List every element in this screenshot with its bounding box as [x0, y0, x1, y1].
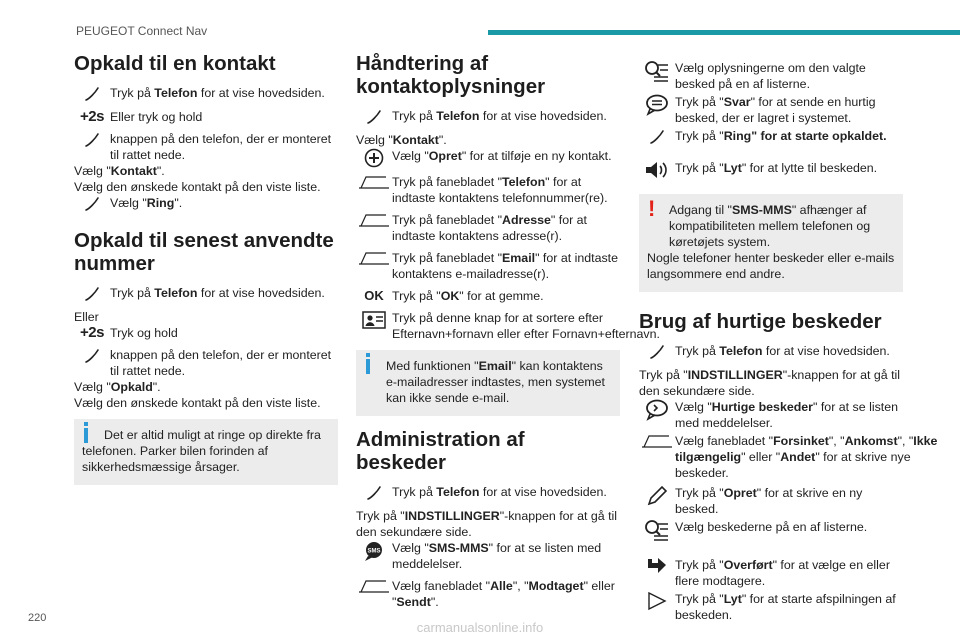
phone-handset-icon	[74, 195, 110, 213]
tab-icon	[356, 174, 392, 190]
tab-icon	[356, 578, 392, 594]
tab-icon	[356, 250, 392, 266]
info-box: Det er altid muligt at ringe op direkte fra telefonen. Parker bilen forinden af sikkerhedsmæssige årsager.	[74, 419, 338, 485]
step: Tryk på "Opret" for at skrive en ny besked.	[639, 485, 903, 517]
reply-icon	[639, 94, 675, 116]
section-title: Administration af beskeder	[356, 428, 525, 474]
step: Tryk på "Ring" for at starte opkaldet.	[639, 128, 903, 146]
forward-icon	[639, 557, 675, 577]
pen-icon	[639, 485, 675, 507]
phone-handset-icon	[356, 108, 392, 126]
phone-handset-icon	[639, 128, 675, 146]
header-accent-bar	[488, 30, 960, 35]
section-title: Håndtering af kontaktoplysninger	[356, 52, 546, 98]
step: +2s Tryk og hold	[74, 325, 338, 341]
warning-icon: !	[648, 196, 656, 221]
list-icon	[639, 519, 675, 543]
step: Tryk på "Lyt" for at lytte til beskeden.	[639, 160, 903, 180]
phone-handset-icon	[74, 85, 110, 103]
step: Vælg fanebladet "Forsinket", "Ankomst", "Ikke tilgængelig" eller "Andet" for at skrive nye beskeder.	[639, 433, 903, 481]
column-3: Vælg oplysningerne om den valgte besked på en af listerne. Tryk på "Svar" for at sende en hurtig besked, der er lagret i systemet. Tryk på "Ring" for at starte opkaldet. Tryk på "Lyt" for at lytte til beskeden. ! Adgang til "SMS-MMS" afhænger af kompatibiliteten mellem telefonen og køretøjets system. Nogle telefoner henter beskeder eller e-mails langsommere end andre. Brug af hurtige beskeder Tryk på Telefon for at vise hovedsiden. Tryk på "INDSTILLINGER"-knappen for at gå til den sekundære side. Vælg "Hurtige beskeder" for at se listen med meddelelser. Vælg fanebladet "Forsinket", "Ankomst", "Ikke tilgængelig" eller "Andet" for at skrive nye beskeder. Tryk på "Opret" for at skrive en ny besked. Vælg beskederne på en af listerne. Tryk på "Overført" for at vælge en eller flere modtagere. Tryk på "Lyt" for at starte afspilningen af beskeden.	[639, 61, 938, 622]
sms-icon	[356, 540, 392, 562]
step: Tryk på "Lyt" for at starte afspilningen af beskeden.	[639, 591, 903, 623]
step: knappen på den telefon, der er monteret til rattet nede.	[74, 131, 338, 163]
step: Tryk på Telefon for at vise hovedsiden.	[639, 343, 903, 361]
step: Tryk på Telefon for at vise hovedsiden.	[356, 108, 620, 126]
section-title: Opkald til senest anvendte nummer	[74, 229, 334, 275]
running-header: PEUGEOT Connect Nav	[76, 24, 208, 38]
tab-icon	[356, 212, 392, 228]
column-2: Håndtering af kontaktoplysninger Tryk på Telefon for at vise hovedsiden. Vælg "Kontakt". Vælg "Opret" for at tilføje en ny kontakt. Tryk på fanebladet "Telefon" for at indtaste kontaktens telefonnummer(re). Tryk på fanebladet "Adresse" for at indtaste kontaktens adresse(r). Tryk på fanebladet "Email" for at indtaste kontaktens e-mailadresse(r). OK Tryk på "OK" for at gemme. Tryk på denne knap for at sortere efter Efternavn+fornavn eller efter Fornavn+efternavn. Med funktionen "Email" kan kontaktens e-mailadresser indtastes, men systemet kan ikke sende e-mail. Administration af beskeder Tryk på Telefon for at vise hovedsiden. Tryk på "INDSTILLINGER"-knappen for at gå til den sekundære side. SMS Vælg "SMS-MMS" for at se listen med meddelelser. Vælg fanebladet "Alle", "Modtaget" eller "Sendt".	[356, 52, 660, 609]
phone-handset-icon	[639, 343, 675, 361]
quick-message-icon	[639, 399, 675, 421]
plus-circle-icon	[356, 148, 392, 168]
phone-handset-icon	[356, 484, 392, 502]
warning-box: ! Adgang til "SMS-MMS" afhænger af kompatibiliteten mellem telefonen og køretøjets system. Nogle telefoner henter beskeder eller e-mails langsommere end andre.	[639, 194, 903, 292]
sort-contacts-icon	[356, 310, 392, 330]
play-icon	[639, 591, 675, 611]
list-icon	[639, 60, 675, 84]
plus-2s-icon: +2s	[80, 324, 104, 341]
info-icon	[366, 353, 370, 357]
plus-2s-icon: +2s	[80, 108, 104, 125]
ok-icon: OK	[364, 288, 384, 303]
step: Vælg fanebladet "Alle", "Modtaget" eller "Sendt".	[356, 578, 620, 610]
step: Vælg "Ring".	[74, 195, 338, 213]
phone-handset-icon	[74, 131, 110, 149]
page-number: 220	[28, 612, 47, 624]
step: Tryk på fanebladet "Email" for at indtaste kontaktens e-mailadresse(r).	[356, 250, 620, 282]
step: Tryk på Telefon for at vise hovedsiden.	[356, 484, 620, 502]
step: Tryk på fanebladet "Adresse" for at indtaste kontaktens adresse(r).	[356, 212, 620, 244]
step: Vælg beskederne på en af listerne.	[639, 519, 903, 543]
step: +2s Eller tryk og hold	[74, 109, 338, 125]
speaker-icon	[639, 160, 675, 180]
step: Tryk på "Svar" for at sende en hurtig besked, der er lagret i systemet.	[639, 94, 903, 126]
step: Tryk på "Overført" for at vælge en eller flere modtagere.	[639, 557, 903, 589]
step: Tryk på Telefon for at vise hovedsiden.	[74, 285, 338, 303]
step: Vælg "Opret" for at tilføje en ny kontakt.	[356, 148, 620, 168]
tab-icon	[639, 433, 675, 449]
phone-handset-icon	[74, 285, 110, 303]
info-box: Med funktionen "Email" kan kontaktens e-mailadresser indtastes, men systemet kan ikke sende e-mail.	[356, 350, 620, 416]
step: Vælg "Hurtige beskeder" for at se listen med meddelelser.	[639, 399, 903, 431]
step: knappen på den telefon, der er monteret til rattet nede.	[74, 347, 338, 379]
info-icon	[84, 422, 88, 426]
step: Vælg oplysningerne om den valgte besked på en af listerne.	[639, 60, 903, 92]
column-1: Opkald til en kontakt Tryk på Telefon for at vise hovedsiden. +2s Eller tryk og hold knappen på den telefon, der er monteret til rattet nede. Vælg "Kontakt". Vælg den ønskede kontakt på den viste liste. Vælg "Ring". Opkald til senest anvendte nummer Tryk på Telefon for at vise hovedsiden. Eller +2s Tryk og hold knappen på den telefon, der er monteret til rattet nede. Vælg "Opkald". Vælg den ønskede kontakt på den viste liste. Det er altid muligt at ringe op direkte fra telefonen. Parker bilen forinden af sikkerhedsmæssige årsager.	[74, 52, 338, 497]
section-title: Brug af hurtige beskeder	[639, 310, 882, 333]
step: Tryk på denne knap for at sortere efter Efternavn+fornavn eller efter Fornavn+efternavn.	[356, 310, 620, 342]
svg-text:SMS: SMS	[367, 548, 381, 555]
watermark: carmanualsonline.info	[416, 620, 544, 635]
section-title: Opkald til en kontakt	[74, 52, 276, 75]
step: SMS Vælg "SMS-MMS" for at se listen med meddelelser.	[356, 540, 620, 572]
phone-handset-icon	[74, 347, 110, 365]
step: OK Tryk på "OK" for at gemme.	[356, 288, 620, 304]
step: Tryk på Telefon for at vise hovedsiden.	[74, 85, 338, 103]
step: Tryk på fanebladet "Telefon" for at indtaste kontaktens telefonnummer(re).	[356, 174, 620, 206]
